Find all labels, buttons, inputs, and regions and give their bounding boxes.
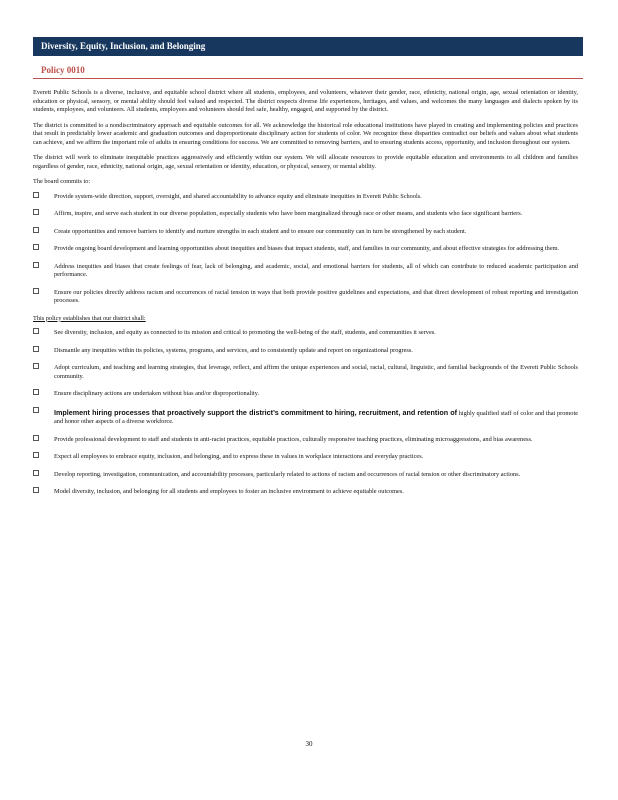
list-item [33,228,578,237]
bullet-box-icon [33,288,39,294]
list-item [33,364,578,381]
bullet-box-icon [33,346,39,352]
list-item [33,329,578,338]
list-item-text: Address inequities and biases that create feelings of fear, lack of belonging, and academic, social, and emotional barriers for students, all of which can contribute to reduced academic participation and performance. [54,262,578,278]
board-intro: The board commits to: [33,178,91,185]
list-item-text: Provide professional development to staff and students in anti-racist practices, equitable practices, culturally responsive teaching practices, eliminating microaggressions, and bias awareness. [54,435,533,443]
bullet-box-icon [33,244,39,250]
list-item [33,289,578,306]
bullet-box-icon [33,227,39,233]
page-number: 30 [305,740,313,748]
bullet-box-icon [33,435,39,441]
list-item [33,193,578,202]
document-title: Diversity, Equity, Inclusion, and Belonging [41,41,206,51]
policy-number-row [33,63,583,79]
list-item-text: Provide system-wide direction, support, oversight, and shared accountability to advance equity and eliminate inequities in Everett Public Schools. [54,192,422,200]
bullet-box-icon [33,452,39,458]
board-commitments-list [33,193,578,306]
list-item [33,210,578,219]
bullet-box-icon [33,328,39,334]
policy-number: Policy 0010 [41,65,85,75]
paragraph: The district is committed to a nondiscriminatory approach and equitable outcomes for all. We acknowledge the historical role educational institutions have played in creating and implementing policies and practices that result in predictably lower academic and graduation outcomes and disproportionate disciplinary action for students of color. We recognize these disparities contradict our beliefs and values about what students can achieve, and we affirm the important role of adults in ensuring conditions for success. We are committed to removing barriers, and to ensuring students access, opportunity, and inclusion throughout our system. [33,121,578,146]
list-item-text: Model diversity, inclusion, and belonging for all students and employees to foster an inclusive environment to achieve equitable outcomes. [54,488,404,495]
bullet-box-icon [33,363,39,369]
list-item-text: Develop reporting, investigation, communication, and accountability processes, particularly related to actions of racism and occurrences of racial tension or other discriminatory actions. [54,470,521,478]
list-item [33,263,578,280]
list-item-text: See diversity, inclusion, and equity as connected to its mission and critical to promoting the well-being of the staff, students, and communities it serves. [54,329,436,336]
document-title-bar [33,37,583,56]
bullet-box-icon [33,470,39,476]
paragraph: The district will work to eliminate inequitable practices aggressively and efficiently within our system. We will allocate resources to provide equitable education and environments to all children and families regardless of gender, race, ethnicity, national origin, age, sexual orientation or identity, education, or physical, sensory, or mental ability. [33,154,578,170]
hiring-bold-text: Implement hiring processes that proactively support the district’s commitment to hiring, recruitment, and retention of [54,407,458,417]
list-item-text: Ensure disciplinary actions are undertaken without bias and/or disproportionality. [54,390,260,397]
list-item-text: Provide ongoing board development and learning opportunities about inequities and biases that impact students, staff, and families in our community, and about effective strategies for addressing them. [54,245,560,252]
list-item [33,347,578,356]
district-commitments-list [33,329,578,497]
hiring-rest-text: highly qualified staff of color and that promote and honor other aspects of a diverse workforce. [54,409,578,425]
bullet-box-icon [33,389,39,395]
bullet-box-icon [33,407,39,413]
list-item-text: Create opportunities and remove barriers to identify and nurture strengths in each student and to ensure our community can in turn be strengthened by each student. [54,227,467,235]
paragraph: Everett Public Schools is a diverse, inclusive, and equitable school district where all students, employees, and volunteers, whatever their gender, race, ethnicity, national origin, age, sexual orientation or identity, education or physical, sensory, or mental ability should feel valued and respected. The district respects diverse life experiences, heritages, and values, and welcomes the many languages and dialects spoken by its students, employees, and volunteers. All students, employees and volunteers should feel safe, healthy, engaged, and supported by the district. [33,89,578,113]
list-item [33,453,578,462]
bullet-box-icon [33,209,39,215]
list-item [33,408,578,427]
list-item [33,488,578,497]
policy-body [33,89,578,506]
list-item [33,245,578,254]
bullet-box-icon [33,262,39,268]
bullet-box-icon [33,487,39,493]
list-item-text: Affirm, inspire, and serve each student in our diverse population, especially students who have been marginalized through race or other means, and students who face significant barriers. [54,210,523,217]
bullet-box-icon [33,192,39,198]
list-item [33,471,578,480]
policy-intro: This policy establishes that our district shall: [33,314,146,322]
list-item-text: Ensure our policies directly address racism and occurrences of racial tension in ways that both provide positive guidelines and expectations, and that direct development of robust reporting and investigation processes. [54,288,578,304]
list-item [33,390,578,399]
list-item-text: Expect all employees to embrace equity, inclusion, and belonging, and to express these in values in workplace interactions and everyday practices. [54,453,424,460]
list-item-text: Adopt curriculum, and teaching and learning strategies, that leverage, reflect, and affirm the unique experiences and social, racial, cultural, linguistic, and familial backgrounds of the Everett Public Schools community. [54,364,578,380]
list-item-text: Dismantle any inequities within its policies, systems, programs, and services, and to consistently update and report on organizational progress. [54,346,413,354]
list-item [33,436,578,445]
